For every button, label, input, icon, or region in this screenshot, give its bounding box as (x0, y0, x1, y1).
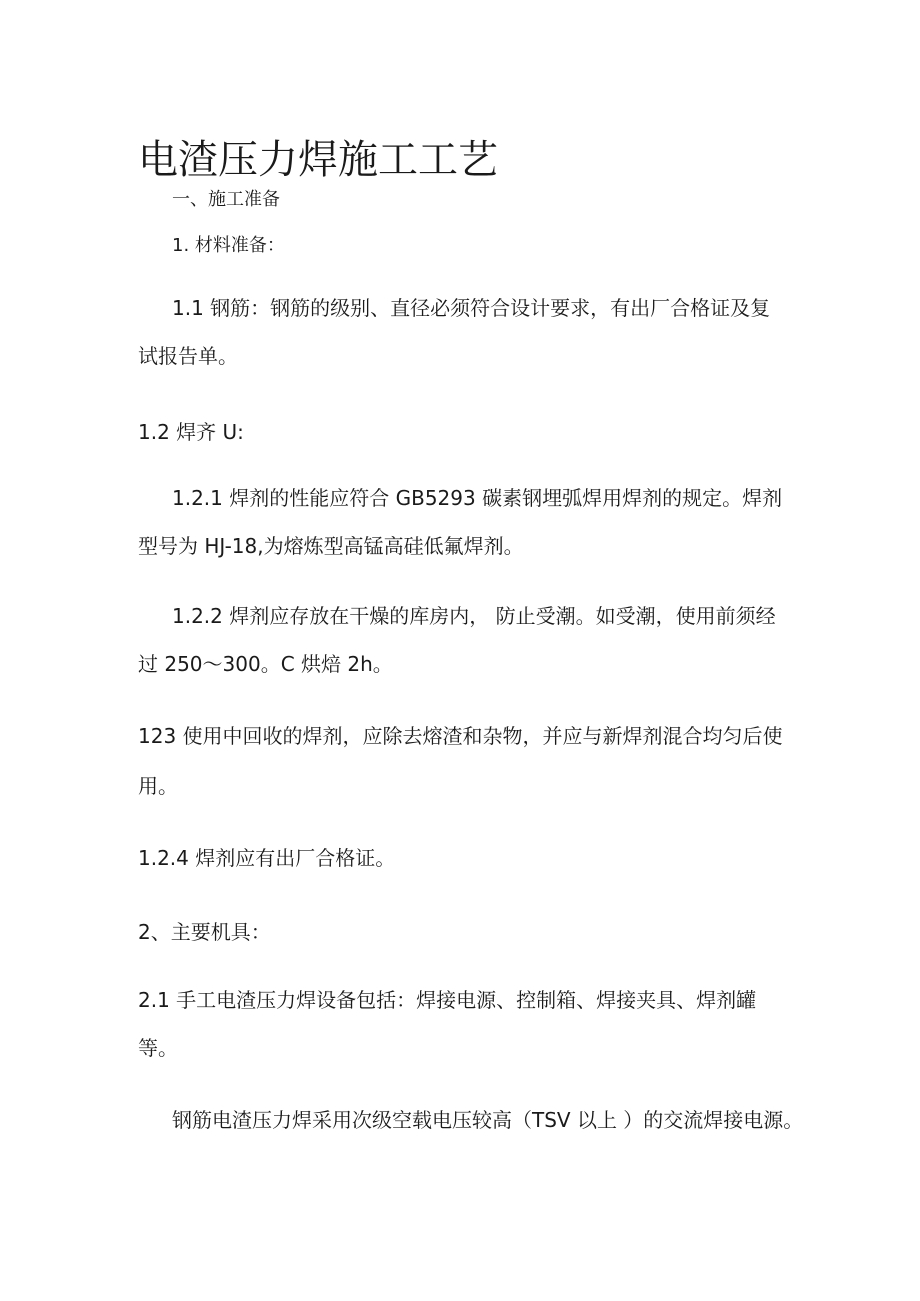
paragraph-line: 2.1 手工电渣压力焊设备包括：焊接电源、控制箱、焊接夹具、焊剂罐 (138, 988, 757, 1012)
paragraph-line: 1.2 焊齐 U: (138, 420, 244, 444)
paragraph-line: 1.1 钢筋：钢筋的级别、直径必须符合设计要求，有出厂合格证及复 (172, 296, 771, 320)
section-heading: 一、施工准备 (172, 189, 280, 210)
paragraph-line: 等。 (138, 1036, 178, 1060)
paragraph-line: 试报告单。 (138, 344, 238, 368)
paragraph-line: 1.2.2 焊剂应存放在干燥的库房内， 防止受潮。如受潮，使用前须经 (172, 604, 776, 628)
paragraph-line: 钢筋电渣压力焊采用次级空载电压较高（TSV 以上 ）的交流焊接电源。 (172, 1108, 804, 1132)
paragraph-line: 1.2.4 焊剂应有出厂合格证。 (138, 846, 396, 870)
paragraph-line: 用。 (138, 774, 178, 798)
paragraph-line: 2、主要机具： (138, 920, 271, 944)
paragraph-line: 过 250～300。C 烘焙 2h。 (138, 652, 393, 676)
paragraph-line: 123 使用中回收的焊剂，应除去熔渣和杂物，并应与新焊剂混合均匀后使 (138, 724, 783, 748)
list-item-heading: 1. 材料准备： (172, 235, 285, 256)
page-title: 电渣压力焊施工工艺 (138, 137, 498, 183)
paragraph-line: 1.2.1 焊剂的性能应符合 GB5293 碳素钢埋弧焊用焊剂的规定。焊剂 (172, 486, 783, 510)
paragraph-line: 型号为 HJ-18,为熔炼型高锰高硅低氟焊剂。 (138, 534, 524, 558)
